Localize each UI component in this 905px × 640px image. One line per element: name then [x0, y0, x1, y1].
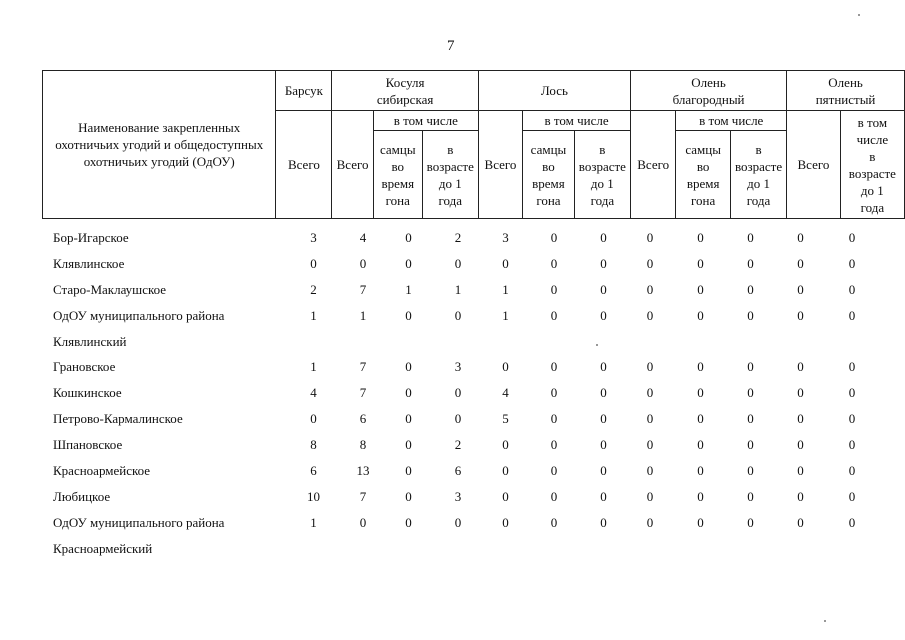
- header-roe-total: Всего: [332, 111, 374, 219]
- page-number: 7: [447, 38, 455, 54]
- row-value-cell: 0: [697, 255, 704, 271]
- row-name: Клявлинское: [53, 255, 125, 271]
- row-value-cell: 0: [502, 255, 509, 271]
- row-value-cell: 2: [454, 437, 462, 453]
- row-value-cell: 5: [502, 411, 509, 427]
- row-value-cell: 0: [550, 411, 558, 427]
- header-moose-in-total: в том числе: [523, 111, 631, 131]
- row-value-cell: 0: [697, 359, 704, 375]
- row-value-cell: 3: [454, 359, 462, 375]
- row-value-cell: 1: [405, 281, 412, 297]
- row-value-cell: 1: [310, 514, 317, 530]
- row-value-cell: 0: [747, 307, 754, 323]
- row-value-cell: 0: [600, 255, 607, 271]
- row-value-cell: 0: [848, 463, 856, 479]
- row-value-cell: 0: [550, 437, 558, 453]
- row-value-cell: 0: [310, 411, 317, 427]
- row-value-cell: 0: [797, 281, 804, 297]
- row-value-cell: 2: [310, 281, 317, 297]
- row-value-cell: 3: [310, 230, 317, 245]
- row-value-cell: [384, 540, 433, 566]
- row-value-cell: 0: [359, 514, 367, 530]
- row-value-cell: 0: [405, 437, 412, 453]
- row-value-cell: 1: [502, 281, 509, 297]
- row-value-cell: 0: [550, 488, 558, 504]
- table-row: [42, 410, 876, 436]
- row-value-cell: 10: [307, 488, 320, 504]
- row-value-cell: 0: [697, 463, 704, 479]
- header-roe-young: в возрасте до 1 года: [422, 131, 478, 219]
- row-value-cell: [580, 540, 627, 566]
- row-value-cell: 0: [797, 385, 804, 401]
- row-value-cell: [673, 333, 728, 359]
- row-value-cell: 0: [600, 359, 607, 375]
- row-value-cell: 0: [697, 488, 704, 504]
- header-reddeer-young: в возрасте до 1 года: [730, 131, 786, 219]
- row-value-cell: [433, 333, 483, 359]
- row-value-cell: 0: [646, 488, 654, 504]
- header-badger-total: Всего: [276, 111, 332, 219]
- row-value-cell: 0: [697, 230, 704, 245]
- header-name-column: Наименование закрепленных охотничьих угодий и общедоступных охотничьих угодий (ОдОУ): [43, 71, 276, 219]
- row-value-cell: 0: [550, 385, 558, 401]
- row-value-cell: 0: [502, 437, 509, 453]
- table-row: [42, 514, 876, 540]
- row-value-cell: 0: [747, 463, 754, 479]
- row-value-cell: 0: [797, 230, 804, 245]
- row-value-cell: 0: [600, 230, 607, 245]
- scan-speck: [824, 620, 826, 622]
- row-value-cell: 0: [747, 385, 754, 401]
- row-value-cell: 0: [646, 359, 654, 375]
- row-value-cell: 1: [502, 307, 509, 323]
- header-roe-in-total: в том числе: [373, 111, 478, 131]
- header-moose-total: Всего: [478, 111, 522, 219]
- data-table: [42, 229, 876, 566]
- row-value-cell: 0: [697, 307, 704, 323]
- row-value-cell: 1: [454, 281, 462, 297]
- row-value-cell: 0: [405, 488, 412, 504]
- table-row: [42, 540, 876, 566]
- row-name: Любицкое: [53, 488, 111, 504]
- header-species-red-deer: Олень благородный: [630, 71, 786, 111]
- row-value-cell: 7: [359, 281, 367, 297]
- row-value-cell: 0: [747, 359, 754, 375]
- row-value-cell: 0: [747, 230, 754, 245]
- row-value-cell: 0: [697, 385, 704, 401]
- row-value-cell: 7: [359, 385, 367, 401]
- row-value-cell: 1: [359, 307, 367, 323]
- row-value-cell: [483, 540, 528, 566]
- row-value-cell: 0: [454, 307, 462, 323]
- row-value-cell: 0: [550, 281, 558, 297]
- row-value-cell: 0: [646, 230, 654, 245]
- row-name: Красноармейский: [53, 540, 153, 556]
- scan-speck: [596, 344, 598, 346]
- row-value-cell: 0: [550, 307, 558, 323]
- row-value-cell: 1: [310, 307, 317, 323]
- row-value-cell: 0: [848, 230, 856, 245]
- row-value-cell: [627, 333, 673, 359]
- row-value-cell: 0: [454, 411, 462, 427]
- row-value-cell: 0: [747, 514, 754, 530]
- table-row: [42, 281, 876, 307]
- row-value-cell: 0: [550, 255, 558, 271]
- header-species-roe-deer: Косуля сибирская: [332, 71, 479, 111]
- row-value-cell: 0: [747, 255, 754, 271]
- row-value-cell: 0: [405, 359, 412, 375]
- row-value-cell: 0: [405, 385, 412, 401]
- row-value-cell: 0: [310, 255, 317, 271]
- row-value-cell: 0: [646, 463, 654, 479]
- header-sika-in-total: в том числе: [856, 114, 889, 147]
- header-sika-in-total-young: [840, 111, 904, 219]
- header-species-badger: Барсук: [276, 71, 332, 111]
- row-value-cell: [773, 540, 828, 566]
- row-value-cell: 0: [697, 514, 704, 530]
- row-value-cell: 0: [550, 230, 558, 245]
- row-value-cell: [673, 540, 728, 566]
- row-value-cell: 4: [502, 385, 509, 401]
- table-row: [42, 333, 876, 359]
- row-value-cell: 0: [405, 255, 412, 271]
- row-value-cell: 0: [848, 437, 856, 453]
- row-value-cell: 0: [454, 385, 462, 401]
- row-value-cell: 0: [550, 359, 558, 375]
- header-species-sika-deer: Олень пятнистый: [787, 71, 905, 111]
- row-value-cell: 0: [848, 255, 856, 271]
- row-value-cell: 7: [359, 488, 367, 504]
- row-value-cell: 0: [848, 359, 856, 375]
- row-value-cell: 0: [646, 514, 654, 530]
- row-value-cell: 0: [646, 307, 654, 323]
- header-reddeer-in-total: в том числе: [676, 111, 787, 131]
- row-value-cell: 0: [797, 463, 804, 479]
- row-value-cell: 0: [697, 411, 704, 427]
- row-value-cell: 6: [359, 411, 367, 427]
- row-value-cell: 0: [848, 514, 856, 530]
- row-value-cell: 0: [646, 255, 654, 271]
- row-value-cell: 0: [600, 307, 607, 323]
- row-value-cell: 0: [600, 437, 607, 453]
- row-name: ОдОУ муниципального района: [53, 514, 225, 530]
- row-value-cell: [773, 333, 828, 359]
- table-row: [42, 384, 876, 410]
- row-value-cell: [528, 540, 580, 566]
- row-value-cell: 6: [454, 463, 462, 479]
- row-value-cell: 8: [310, 437, 317, 453]
- row-value-cell: 0: [646, 437, 654, 453]
- row-value-cell: 3: [502, 230, 509, 245]
- table-row: [42, 255, 876, 281]
- row-value-cell: 0: [454, 514, 462, 530]
- row-value-cell: 0: [797, 514, 804, 530]
- row-value-cell: 0: [848, 281, 856, 297]
- row-value-cell: [433, 540, 483, 566]
- row-name: Старо-Маклаушское: [53, 281, 167, 297]
- row-value-cell: [828, 540, 876, 566]
- row-value-cell: [342, 540, 384, 566]
- scan-speck: [858, 14, 860, 16]
- row-name: Петрово-Кармалинское: [53, 411, 183, 427]
- row-name: Клявлинский: [53, 333, 127, 349]
- row-value-cell: 0: [600, 514, 607, 530]
- row-value-cell: [528, 333, 580, 359]
- row-value-cell: 13: [356, 463, 370, 479]
- row-value-cell: [580, 333, 627, 359]
- row-value-cell: 0: [797, 307, 804, 323]
- header-moose-young: в возрасте до 1 года: [574, 131, 630, 219]
- row-value-cell: 0: [405, 230, 412, 245]
- row-value-cell: [728, 333, 773, 359]
- row-value-cell: 0: [600, 463, 607, 479]
- table-header: [42, 70, 905, 219]
- row-name: ОдОУ муниципального района: [53, 307, 225, 323]
- row-value-cell: 0: [600, 411, 607, 427]
- header-sika-total: Всего: [787, 111, 841, 219]
- header-sika-young: в возрасте до 1 года: [848, 148, 896, 215]
- row-value-cell: 0: [502, 359, 509, 375]
- row-value-cell: [285, 540, 342, 566]
- row-value-cell: 0: [405, 463, 412, 479]
- table-row: [42, 488, 876, 514]
- row-value-cell: 0: [405, 514, 412, 530]
- row-value-cell: 0: [359, 255, 367, 271]
- row-value-cell: 0: [600, 281, 607, 297]
- row-value-cell: 0: [848, 307, 856, 323]
- header-moose-males: самцы во время гона: [523, 131, 575, 219]
- row-value-cell: 0: [797, 255, 804, 271]
- row-value-cell: 0: [697, 281, 704, 297]
- header-reddeer-total: Всего: [630, 111, 675, 219]
- row-value-cell: 3: [454, 488, 462, 504]
- row-value-cell: 0: [502, 514, 509, 530]
- row-value-cell: 0: [797, 488, 804, 504]
- row-value-cell: [627, 540, 673, 566]
- row-value-cell: 0: [502, 488, 509, 504]
- row-name: Кошкинское: [53, 385, 122, 401]
- table-row: [42, 307, 876, 333]
- row-value-cell: 4: [359, 230, 367, 245]
- row-value-cell: 0: [454, 255, 462, 271]
- row-value-cell: 0: [848, 488, 856, 504]
- row-value-cell: 0: [797, 411, 804, 427]
- table-row: [42, 436, 876, 462]
- row-value-cell: 7: [359, 359, 367, 375]
- row-value-cell: 0: [502, 463, 509, 479]
- row-name: Красноармейское: [53, 463, 151, 479]
- row-value-cell: 0: [550, 514, 558, 530]
- row-value-cell: 0: [646, 411, 654, 427]
- row-value-cell: 8: [359, 437, 367, 453]
- row-value-cell: 0: [797, 437, 804, 453]
- row-value-cell: 0: [646, 281, 654, 297]
- row-value-cell: 0: [848, 385, 856, 401]
- row-value-cell: 0: [600, 488, 607, 504]
- row-name: Грановское: [53, 359, 116, 375]
- header-species-moose: Лось: [478, 71, 630, 111]
- row-name: Шпановское: [53, 437, 123, 453]
- row-value-cell: 0: [747, 488, 754, 504]
- header-reddeer-males: самцы во время гона: [676, 131, 731, 219]
- row-value-cell: 6: [310, 463, 317, 479]
- row-value-cell: [384, 333, 433, 359]
- row-value-cell: 0: [848, 411, 856, 427]
- row-value-cell: 0: [797, 359, 804, 375]
- row-value-cell: 0: [747, 411, 754, 427]
- row-value-cell: [285, 333, 342, 359]
- row-value-cell: 0: [550, 463, 558, 479]
- row-value-cell: 0: [646, 385, 654, 401]
- row-value-cell: 0: [747, 281, 754, 297]
- row-value-cell: 4: [310, 385, 317, 401]
- table-row: [42, 229, 876, 255]
- row-value-cell: 0: [697, 437, 704, 453]
- row-value-cell: [728, 540, 773, 566]
- table-row: [42, 462, 876, 488]
- row-value-cell: [483, 333, 528, 359]
- row-value-cell: 0: [405, 307, 412, 323]
- header-roe-males: самцы во время гона: [373, 131, 422, 219]
- row-value-cell: 2: [454, 230, 462, 245]
- row-name: Бор-Игарское: [53, 230, 129, 245]
- row-value-cell: 0: [600, 385, 607, 401]
- row-value-cell: 0: [405, 411, 412, 427]
- row-value-cell: 0: [747, 437, 754, 453]
- table-row: [42, 358, 876, 384]
- row-value-cell: 1: [310, 359, 317, 375]
- row-value-cell: [342, 333, 384, 359]
- row-value-cell: [828, 333, 876, 359]
